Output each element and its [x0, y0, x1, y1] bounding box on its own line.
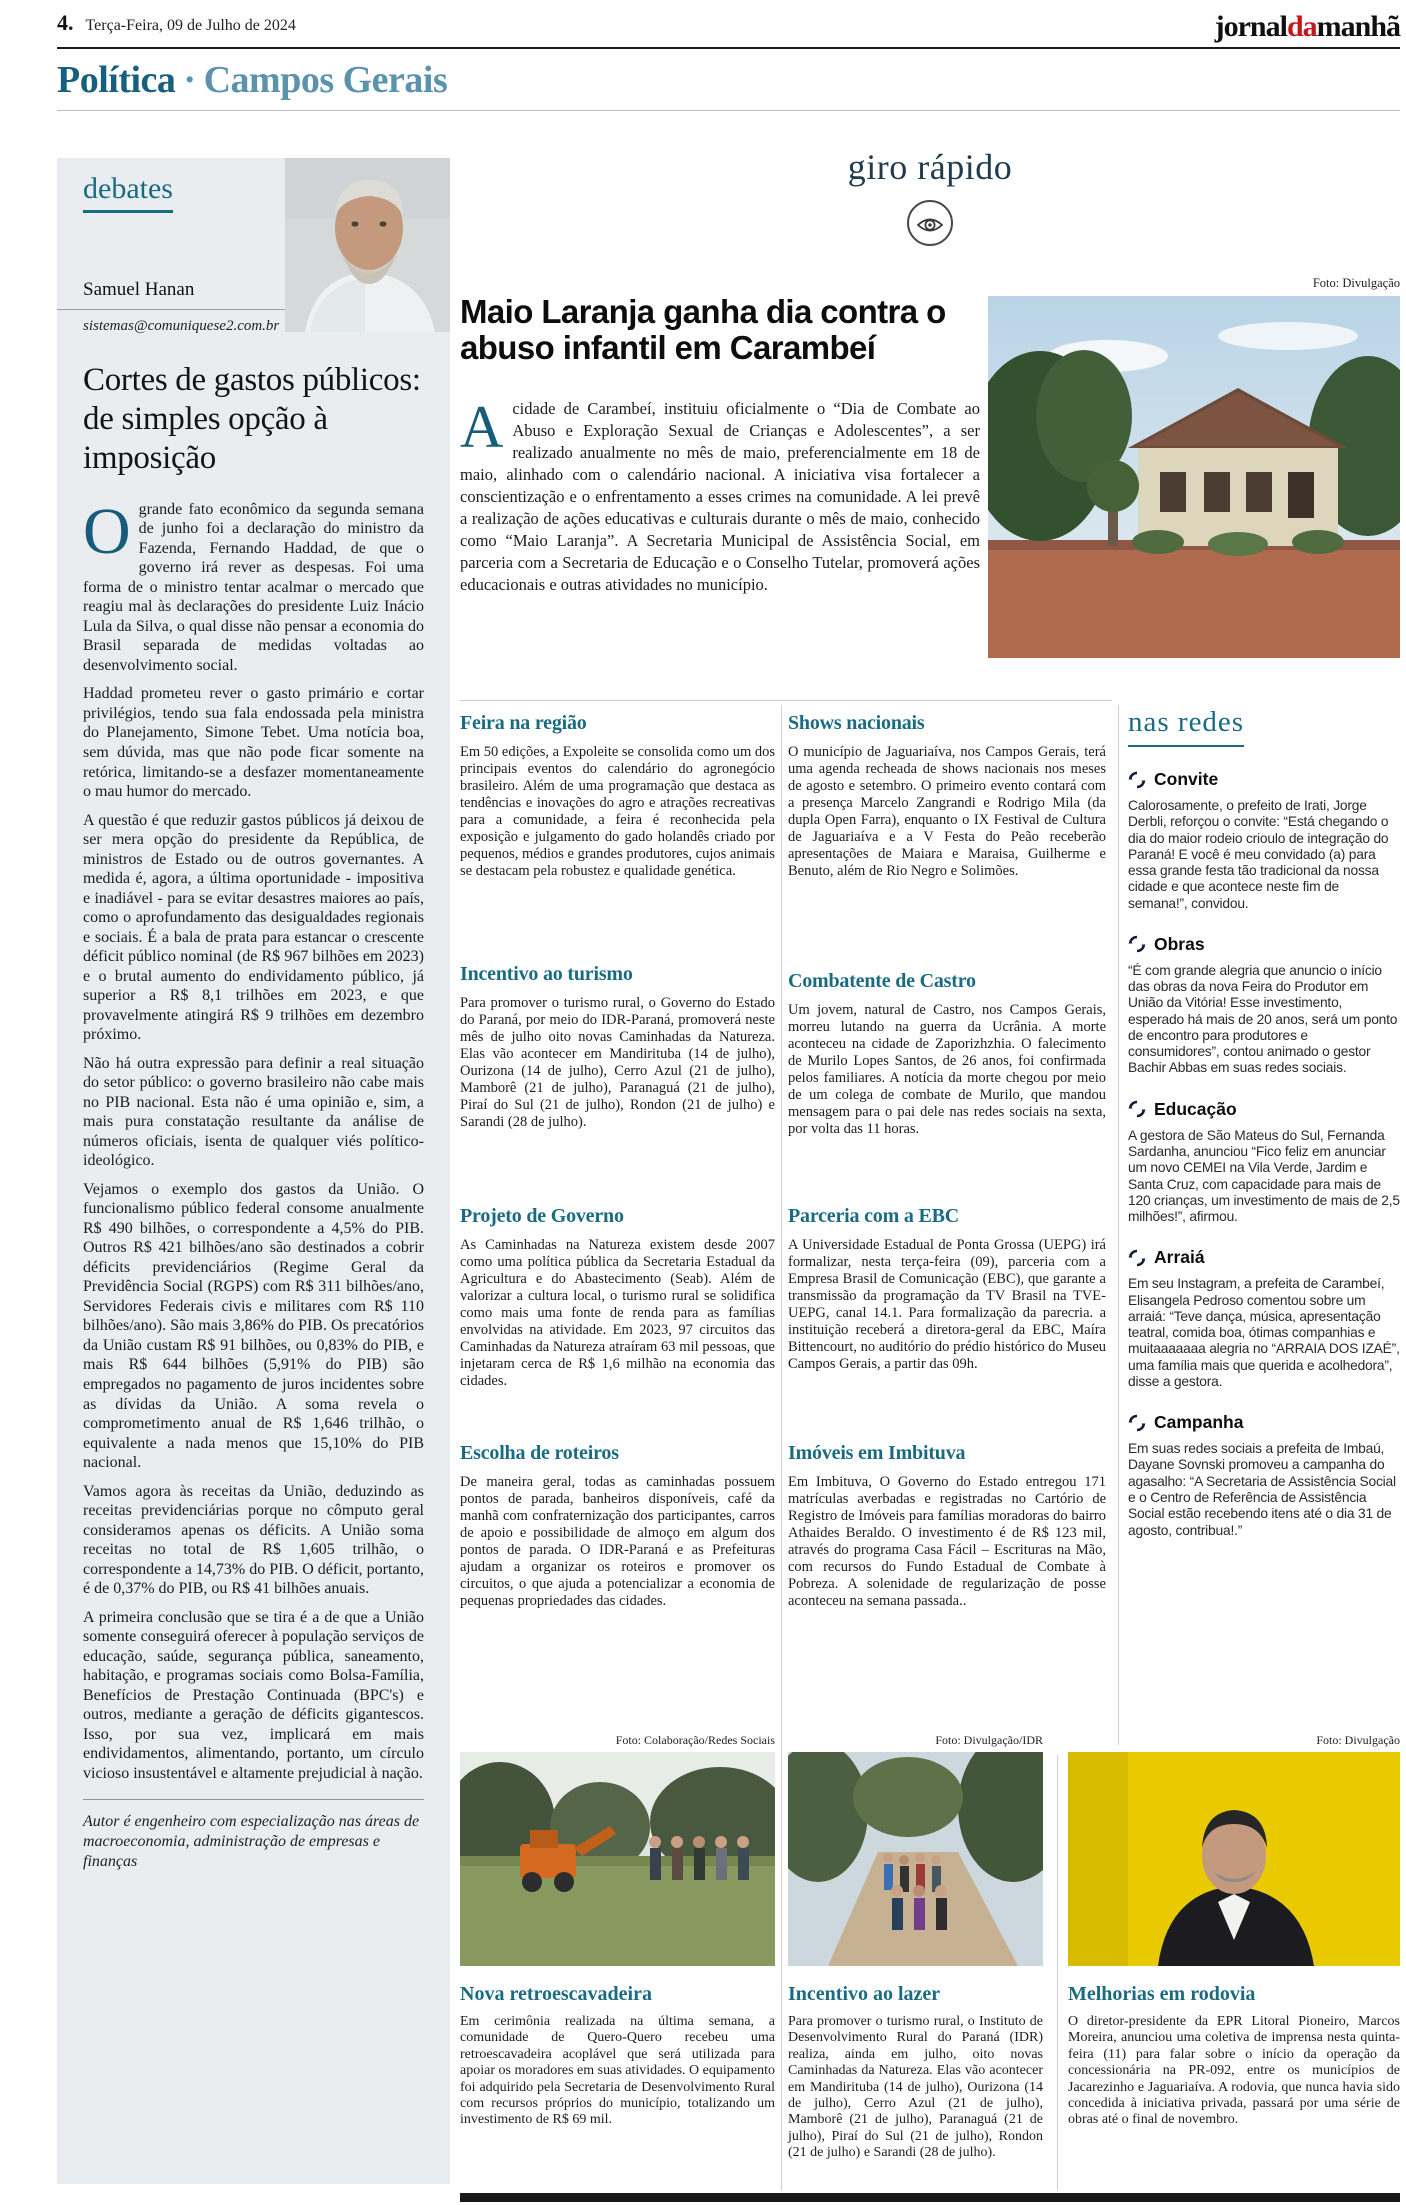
giro-rapido-title: giro rápido — [847, 147, 1013, 187]
opinion-paragraph: A primeira conclusão que se tira é a de que a União somente conseguirá oferecer à população serviços de educação, saúde, segurança pública, saneamento, habitação, e programas sociais como Bolsa-Família, Benefícios de Prestação Continuada (BPC's) e outros, mediante a geração de déficits gigantescos. Isso, por sua vez, implicará em mais endividamentos, alimentando, portanto, um círculo vicioso insustentável e altamente prejudicial à nação. — [83, 1608, 424, 1782]
bottom-body: Para promover o turismo rural, o Instituto de Desenvolvimento Rural do Paraná (IDR) realiza, ainda em julho, oito novas Caminhadas da Natureza. Elas vão acontecer em Mandirituba (14 de julho), Ourizona (14 de julho), Cerro Azul (21 de julho), Mamborê (21 de julho), Paranaguá (21 de julho), Piraí do Sul (21 de julho), Rondon (21 de julho) e Sarandi (28 de julho). — [788, 2014, 1043, 2160]
page-footer-bar — [460, 2193, 1400, 2202]
page-number-dot: . — [68, 10, 74, 35]
columnist-name: Samuel Hanan — [83, 279, 195, 300]
opinion-paragraph: Vejamos o exemplo dos gastos da União. O funcionalismo público federal consome anualmente R$ 490 bilhões, o correspondente a 4,5% do PIB. Outros R$ 421 bilhões/ano são destinados a cobrir déficits previdenciários (Regime Geral da Previdência Social (RGPS) com R$ 311 bilhões/ano, Servidores Federais civis e militares com R$ 110 bilhões/ano). São mais 3,86% do PIB. Os precatórios da União custam R$ 91 bilhões, ou 0,83% do PIB, e mais R$ 644 bilhões (5,91% do PIB) são empregados no pagamento de juros incidentes sobre as dívidas da União. A soma revela o comprometimento anual de R$ 1,646 trilhão, o equivalente a nada menos que 15,10% do PIB nacional. — [83, 1180, 424, 1472]
page-number: 4 — [57, 10, 68, 35]
author-bio-note: Autor é engenheiro com especialização nas áreas de macroeconomia, administração de empresas e finanças — [83, 1813, 420, 1871]
news-body: As Caminhadas na Natureza existem desde 2007 como uma política pública da Secretaria Estadual da Agricultura e do Abastecimento (Seab). Além de valorizar a cultura local, o turismo rural se solidifica como mais uma fonte de renda para as famílias envolvidas na atividade. Em 2023, 97 circuitos das Caminhadas da Natureza atraíram 63 mil pessoas, que injetaram cerca de R$ 1,6 milhão na economia das cidades. — [460, 1237, 775, 1389]
social-item — [1128, 1099, 1400, 1226]
social-item-body: Calorosamente, o prefeito de Irati, Jorge Derbli, reforçou o convite: “Está chegando o dia do maior rodeio crioulo de integração do Paraná! E você é meu convidado (a) para essa grande festa tão tradicional da nossa cidade e que acontece neste fim de semana!”, convidou. — [1128, 798, 1389, 911]
newspaper-logo: jornaldamanhã — [1214, 10, 1400, 43]
lead-body: Acidade de Carambeí, instituiu oficialmente o “Dia de Combate ao Abuso e Exploração Sexual de Crianças e Adolescentes”, a ser realizado anualmente no mês de maio, preferencialmente em 18 de maio, alinhado com o calendário nacional. A iniciativa visa fortalecer a conscientização e o enfrentamento a esses crimes na comunidade. A lei prevê a realização de ações educativas e culturais durante o mês de maio, conhecido como “Maio Laranja”. A Secretaria Municipal de Assistência Social, em parceria com a Secretaria de Educação e o Conselho Tutelar, promoverá ações educacionais e outras atividades no município. — [460, 394, 980, 594]
drop-cap: A — [460, 394, 504, 460]
drop-cap: O — [83, 494, 131, 568]
social-item-heading: Convite — [1128, 769, 1400, 790]
opinion-paragraph: Não há outra expressão para definir a real situação do setor público: o governo brasileiro não cabe mais no PIB nacional. Esta não é uma opinião e, sim, a mais pura constatação resultante da análise de números oficiais, isenta de qualquer viés político-ideológico. — [83, 1054, 424, 1170]
news-heading: Feira na região — [460, 712, 587, 734]
news-heading: Imóveis em Imbituva — [788, 1442, 966, 1464]
news-heading: Parceria com a EBC — [788, 1205, 959, 1227]
bottom-body: Em cerimônia realizada na última semana, a comunidade de Quero-Quero recebeu uma retroescavadeira acoplável que será utilizada para apoiar os moradores em suas atividades. O equipamento foi adquirido pela Secretaria de Desenvolvimento Rural com recursos próprios do município, totalizando um investimento de R$ 69 mil. — [460, 2014, 775, 2128]
executive-portrait-photo — [1068, 1752, 1400, 1966]
social-item-body: Em suas redes sociais a prefeita de Imbaú, Dayane Sovnski promoveu a campanha do agasalho: “A Secretaria de Assistência Social e o Centro de Referência de Assistência Social estão recebendo itens até o dia 31 de agosto, contribua!.” — [1128, 1441, 1396, 1538]
masthead-rule — [57, 47, 1400, 49]
circular-arrows-icon — [1128, 1249, 1146, 1267]
eye-icon — [907, 200, 953, 246]
bottom-heading: Nova retroescavadeira — [460, 1983, 652, 2005]
masthead — [57, 10, 1400, 46]
columnist-portrait-photo — [285, 158, 450, 332]
social-item — [1128, 769, 1400, 912]
bottom-heading: Incentivo ao lazer — [788, 1983, 941, 2005]
circular-arrows-icon — [1128, 935, 1146, 953]
nas-redes-sidebar — [1128, 706, 1400, 1539]
news-heading: Projeto de Governo — [460, 1205, 624, 1227]
social-item-body: A gestora de São Mateus do Sul, Fernanda Sardanha, anunciou “Fico feliz em anunciar um novo CEMEI na Vila Verde, Jardim e Santa Cruz, com capacidade para mais de 120 crianças, um investimento de mais de 2,5 milhões!”, afirmou. — [1128, 1127, 1400, 1225]
social-item-heading: Arraiá — [1128, 1247, 1400, 1268]
historic-building-photo — [988, 296, 1400, 658]
circular-arrows-icon — [1128, 1414, 1146, 1432]
section-title — [57, 58, 447, 102]
bottom-heading: Melhorias em rodovia — [1068, 1983, 1256, 2005]
social-item-heading: Obras — [1128, 934, 1400, 955]
column-divider — [1118, 705, 1119, 1745]
news-body: O município de Jaguariaíva, nos Campos Gerais, terá uma agenda recheada de shows nacionais nos meses de agosto e setembro. O primeiro evento contará com a presença Marcelo Zangrandi e Rodrigo Mila (da dupla Open Farra), enquanto o IX Festival de Cultura de Jaguariaíva e a V Festa do Peão receberão apresentações de Maiara e Maraisa, Guilherme e Benuto, além de Rio Negro e Solimões. — [788, 744, 1106, 879]
giro-icon-wrap — [460, 200, 1400, 246]
news-body: Um jovem, natural de Castro, nos Campos Gerais, morreu lutando na guerra da Ucrânia. A morte aconteceu na cidade de Zaporizhzhia. O falecimento de Murilo Lopes Santos, de 26 anos, foi confirmada pelos familiares. A notícia da morte chegou por meio de um colega de combate de Murilo, que mandou mensagem para o pai dele nas redes sociais na sexta, por volta das 11 horas. — [788, 1002, 1106, 1137]
circular-arrows-icon — [1128, 771, 1146, 789]
lead-photo-credit: Foto: Divulgação — [1312, 276, 1400, 290]
section-rule — [57, 110, 1400, 111]
nas-redes-title: nas redes — [1128, 706, 1244, 747]
opinion-headline: Cortes de gastos públicos: de simples opção à imposição — [83, 362, 421, 476]
social-item-heading: Educação — [1128, 1099, 1400, 1120]
opinion-body — [83, 494, 424, 1783]
news-body: A Universidade Estadual de Ponta Grossa (UEPG) irá formalizar, nesta terça-feira (09), parceria com a Empresa Brasil de Comunicação (EBC), que garante a transmissão da programação da TV Brasil na TVE-UEPG, canal 14.1. Para formalização da parecria. a instituição receberá a diretora-geral da EBC, Maíra Bittencourt, no auditório do prédio histórico do Museu Campos Gerais, a partir das 09h. — [788, 1237, 1106, 1372]
columnist-email: sistemas@comuniquese2.com.br — [83, 318, 280, 334]
section-name: Política — [57, 59, 176, 101]
opinion-paragraph: A questão é que reduzir gastos públicos já deixou de ser mera opção do presidente da República, de ministros de Estado ou de outros governantes. A medida é, agora, a última oportunidade - impositiva e inadiável - para se evitar desastres maiores ao país, como o aprofundamento das desigualdades regionais e sociais. É a bala de prata para estancar o crescente déficit público nominal (de R$ 967 bilhões em 2023) e o brutal aumento do endividamento público, já superior a R$ 8,1 trilhões em 2023, e que provavelmente atingirá R$ 9 trilhões em dezembro próximo. — [83, 811, 424, 1044]
opinion-paragraph: Ogrande fato econômico da segunda semana de junho foi a declaração do ministro da Fazenda, Fernando Haddad, de que o governo irá rever as despesas. Foi uma forma de o ministro tentar acalmar o mercado que reagiu mal às declarações do presidente Luiz Inácio Lula da Silva, o qual disse não pensar a economia do Brasil separada de medidas voltadas ao desenvolvimento social. — [83, 494, 424, 674]
circular-arrows-icon — [1128, 1100, 1146, 1118]
section-separator: · — [183, 59, 196, 101]
news-heading: Shows nacionais — [788, 712, 925, 734]
social-item — [1128, 1412, 1400, 1539]
bottom-body: O diretor-presidente da EPR Litoral Pioneiro, Marcos Moreira, anunciou uma coletiva de imprensa nesta quinta-feira (11) para falar sobre o início da operação da concessionária na PR-092, entre os municípios de Jacarezinho e Jaguariaíva. A rodovia, que nunca havia sido concedida à iniciativa privada, passará por uma série de obras até o final de novembro. — [1068, 2014, 1400, 2128]
social-item — [1128, 1247, 1400, 1390]
opinion-paragraph: Haddad prometeu rever o gasto primário e cortar privilégios, tendo sua fala endossada pela ministra do Planejamento, Simone Tebet. Uma notícia boa, sem dúvida, mas que não pode ficar somente na retórica, limitando-se a desfazer momentaneamente o mau humor do mercado. — [83, 685, 424, 801]
column-divider — [1057, 1755, 1058, 2190]
nature-walk-photo — [788, 1752, 1043, 1966]
social-item-body: “É com grande alegria que anuncio o início das obras da nova Feira do Produtor em União da Vitória! Esse investimento, esperado há mais de 20 anos, será um ponto de encontro para produtores e consumidores”, contou animado o gestor Bachir Abbas em suas redes sociais. — [1128, 962, 1398, 1076]
subsection-name: Campos Gerais — [203, 59, 448, 101]
debates-label: debates — [83, 172, 173, 213]
news-body: De maneira geral, todas as caminhadas possuem pontos de parada, banheiros disponíveis, café da manhã com confraternização dos participantes, carros de apoio e possibilidade de almoço em algum dos pontos de parada. O IDR-Paraná e as Prefeituras ajudam a organizar os roteiros e promover os circuitos, o que ajuda a potencializar a economia de pequenas propriedades das cidades. — [460, 1474, 775, 1609]
news-body: Em 50 edições, a Expoleite se consolida como um dos principais eventos do calendário do agronegócio brasileiro. Além de uma programação que destaca as tendências e inovações do agro e atrações recreativas para a comunidade, a feira é reconhecida pela exposição e julgamento do gado holandês criado por pequenos, médios e grandes produtores, cujos animais se destacam pela robustez e qualidade genética. — [460, 744, 775, 879]
opinion-column — [57, 158, 450, 2184]
news-body: Para promover o turismo rural, o Governo do Estado do Paraná, por meio do IDR-Paraná, promoverá neste mês de julho oito novas Caminhadas da Natureza. Elas vão acontecer em Mandirituba (14 de julho), Ourizona (14 de julho), Cerro Azul (21 de julho), Mamborê (21 de julho), Paranaguá (21 de julho), Piraí do Sul (21 de julho), Rondon (21 de julho) e Sarandi (28 de julho). — [460, 995, 775, 1130]
news-heading: Escolha de roteiros — [460, 1442, 619, 1464]
note-rule — [83, 1799, 424, 1800]
backhoe-ceremony-photo — [460, 1752, 775, 1966]
opinion-paragraph: Vamos agora às receitas da União, deduzindo as receitas previdenciárias porque no cômputo geral consideramos apenas os déficits. A União soma receitas no total de R$ 1,605 trilhão, o correspondente a 14,73% do PIB. O déficit, portanto, é de 0,37% do PIB, ou R$ 41 bilhões anuais. — [83, 1482, 424, 1598]
news-heading: Incentivo ao turismo — [460, 963, 633, 985]
social-item — [1128, 934, 1400, 1077]
social-item-body: Em seu Instagram, a prefeita de Carambeí, Elisangela Pedroso comentou sobre um arraiá: “Teve dança, música, apresentação teatral, comida boa, ótimas companhias e muitaaaaaaa alegria no “ARRAIA DOS IZAÉ”, uma família mais que querida e acolhedora”, disse a gestora. — [1128, 1276, 1400, 1389]
photo-credit: Foto: Divulgação/IDR — [935, 1733, 1043, 1747]
lead-headline: Maio Laranja ganha dia contra o abuso infantil em Carambeí — [460, 293, 946, 366]
photo-credit: Foto: Divulgação — [1316, 1733, 1400, 1747]
news-heading: Combatente de Castro — [788, 970, 976, 992]
column-divider — [781, 705, 782, 2190]
date-line: Terça-Feira, 09 de Julho de 2024 — [85, 17, 296, 34]
mid-rule — [460, 700, 1112, 701]
news-body: Em Imbituva, O Governo do Estado entregou 171 matrículas averbadas e registradas no Cartório de Registro de Imóveis para famílias moradoras do bairro Athaides Beraldo. O investimento é de R$ 123 mil, através do programa Casa Fácil – Escrituras na Mão, com recursos do Fundo Estadual de Combate à Pobreza. A solenidade de regularização de posse aconteceu na semana passada.. — [788, 1474, 1106, 1609]
photo-credit: Foto: Colaboração/Redes Sociais — [615, 1733, 775, 1747]
social-item-heading: Campanha — [1128, 1412, 1400, 1433]
